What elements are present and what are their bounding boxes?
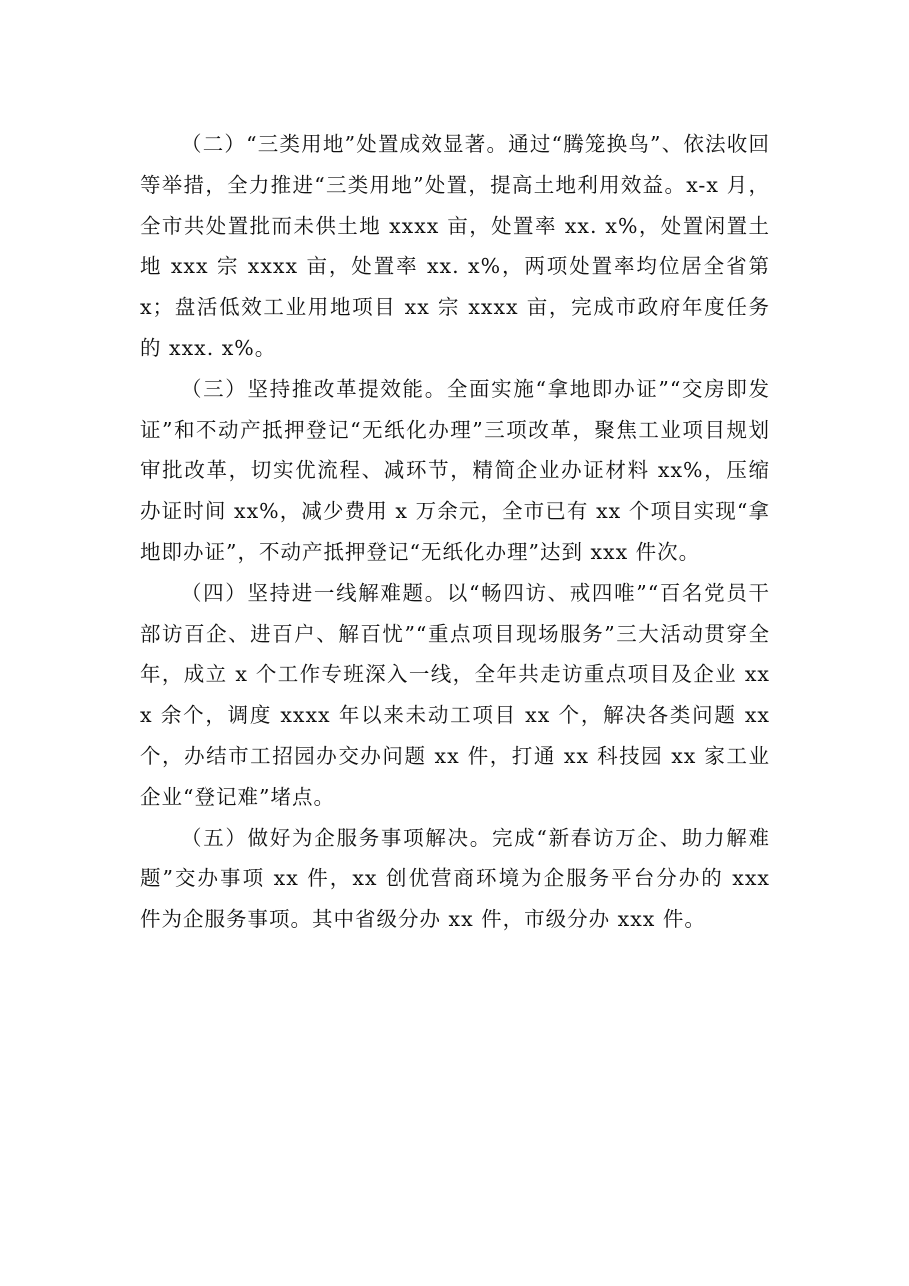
paragraph-section-3: （三）坚持推改革提效能。全面实施“拿地即办证”“交房即发证”和不动产抵押登记“无纸化办理”三项改革，聚焦工业项目规划审批改革，切实优流程、减环节，精简企业办证材料 xx%，压缩办证时间 xx%，减少费用 x 万余元，全市已有 xx 个项目实现“拿地即办证”，不动产抵押登记“无纸化办理”达到 xxx 件次。 [140,376,770,564]
paragraph-section-5: （五）做好为企服务事项解决。完成“新春访万企、助力解难题”交办事项 xx 件，xx 创优营商环境为企服务平台分办的 xxx 件为企服务事项。其中省级分办 xx 件，市级分办 xxx 件。 [140,825,770,932]
paragraph-section-2: （二）“三类用地”处置成效显著。通过“腾笼换鸟”、依法收回等举措，全力推进“三类用地”处置，提高土地利用效益。x-x 月，全市共处置批而未供土地 xxxx 亩，处置率 xx. x%，处置闲置土地 xxx 宗 xxxx 亩，处置率 xx. x%，两项处置率均位居全省第 x；盘活低效工业用地项目 xx 宗 xxxx 亩，完成市政府年度任务的 xxx. x%。 [140,132,770,360]
paragraph-section-4: （四）坚持进一线解难题。以“畅四访、戒四唯”“百名党员干部访百企、进百户、解百忧”“重点项目现场服务”三大活动贯穿全年，成立 x 个工作专班深入一线，全年共走访重点项目及企业 xxx 余个，调度 xxxx 年以来未动工项目 xx 个，解决各类问题 xx 个，办结市工招园办交办问题 xx 件，打通 xx 科技园 xx 家工业企业“登记难”堵点。 [140,580,770,809]
document-body [140,124,770,940]
